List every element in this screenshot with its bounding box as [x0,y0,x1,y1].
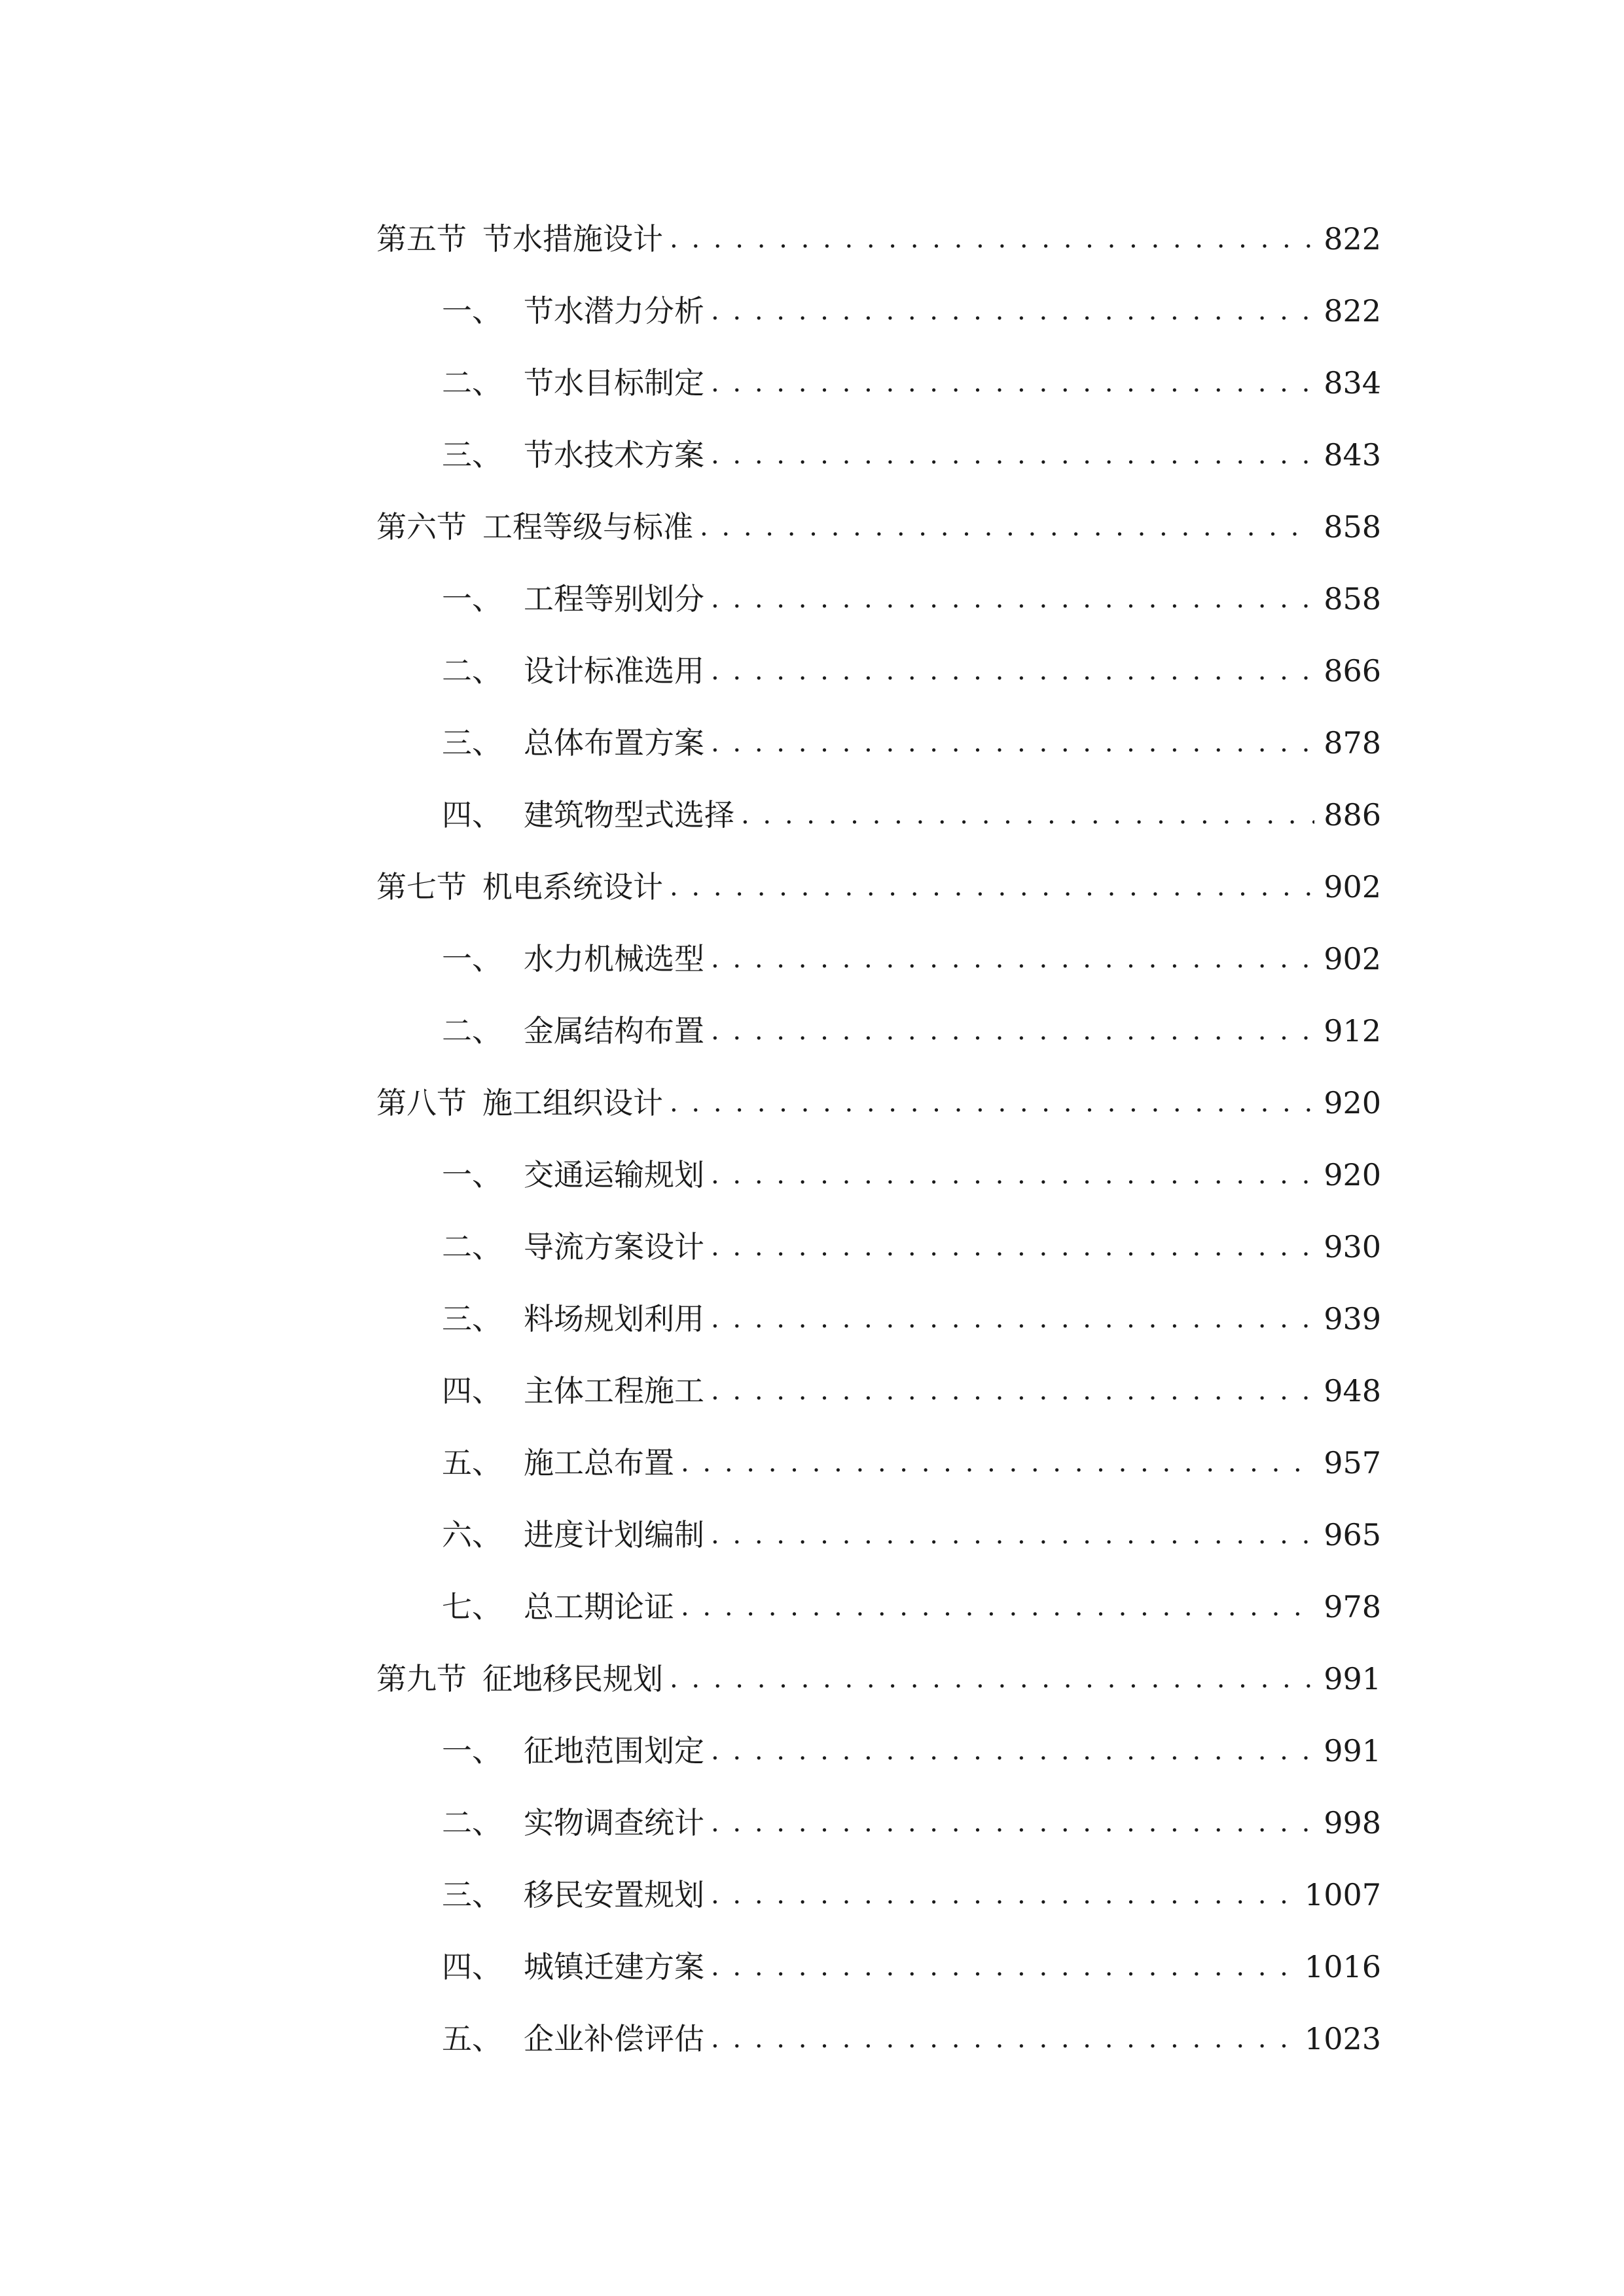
toc-number: 一、 [442,941,502,977]
table-of-contents [376,203,1381,2075]
toc-entry[interactable] [376,1427,1381,1499]
toc-entry[interactable] [376,1499,1381,1571]
toc-title: 进度计划编制 [524,1517,704,1552]
toc-page-number: 991 [1324,1733,1381,1768]
toc-entry[interactable] [376,707,1381,779]
toc-title: 施工总布置 [524,1445,674,1480]
toc-title: 征地移民规划 [482,1661,663,1696]
toc-number: 二、 [442,653,502,689]
dot-leader [670,1088,1314,1118]
toc-entry[interactable] [376,1067,1381,1139]
toc-page-number: 1016 [1304,1949,1381,1984]
toc-page-number: 902 [1324,869,1381,905]
toc-number: 一、 [442,581,502,617]
toc-entry[interactable] [376,1859,1381,1931]
toc-page-number: 912 [1324,1013,1381,1049]
dot-leader [711,1952,1295,1982]
toc-number: 二、 [442,1013,502,1049]
toc-title: 节水潜力分析 [524,293,704,329]
toc-page-number: 978 [1324,1589,1381,1624]
toc-entry[interactable] [376,851,1381,923]
toc-number: 三、 [442,437,502,473]
toc-title: 节水措施设计 [482,221,663,257]
toc-number: 二、 [442,1229,502,1265]
dot-leader [711,1520,1314,1550]
toc-page-number: 965 [1324,1517,1381,1552]
toc-entry[interactable] [376,2003,1381,2075]
dot-leader [670,1664,1314,1694]
toc-entry[interactable] [376,995,1381,1067]
toc-number: 二、 [442,1805,502,1840]
dot-leader [711,1808,1314,1838]
toc-entry[interactable] [376,419,1381,491]
toc-number: 三、 [442,1301,502,1336]
toc-page-number: 822 [1324,221,1381,257]
toc-page-number: 1023 [1304,2021,1381,2056]
dot-leader [711,296,1314,326]
toc-title: 实物调查统计 [524,1805,704,1840]
toc-page-number: 1007 [1304,1877,1381,1912]
dot-leader [711,1736,1314,1766]
toc-entry[interactable] [376,1139,1381,1211]
dot-leader [681,1592,1314,1622]
toc-title: 企业补偿评估 [524,2021,704,2056]
toc-page-number: 866 [1324,653,1381,689]
toc-title: 总工期论证 [524,1589,674,1624]
toc-page-number: 991 [1324,1661,1381,1696]
toc-page-number: 957 [1324,1445,1381,1480]
toc-number: 四、 [442,1373,502,1408]
toc-number: 一、 [442,1733,502,1768]
dot-leader [711,728,1314,758]
toc-title: 工程等别划分 [524,581,704,617]
toc-number: 第五节 [376,221,467,257]
dot-leader [741,800,1314,830]
toc-title: 移民安置规划 [524,1877,704,1912]
toc-entry[interactable] [376,563,1381,635]
dot-leader [711,1880,1295,1910]
toc-number: 二、 [442,365,502,401]
dot-leader [711,2024,1295,2054]
toc-title: 设计标准选用 [524,653,704,689]
dot-leader [711,1304,1314,1334]
toc-number: 三、 [442,1877,502,1912]
toc-entry[interactable] [376,923,1381,995]
toc-entry[interactable] [376,1931,1381,2003]
dot-leader [711,1016,1314,1046]
dot-leader [711,584,1314,614]
toc-entry[interactable] [376,1211,1381,1283]
toc-entry[interactable] [376,491,1381,563]
toc-number: 四、 [442,797,502,833]
dot-leader [711,1160,1314,1190]
toc-number: 七、 [442,1589,502,1624]
toc-number: 第九节 [376,1661,467,1696]
toc-entry[interactable] [376,1283,1381,1355]
toc-page-number: 822 [1324,293,1381,329]
toc-page-number: 858 [1324,581,1381,617]
toc-entry[interactable] [376,1787,1381,1859]
dot-leader [711,368,1314,398]
toc-title: 总体布置方案 [524,725,704,761]
toc-number: 四、 [442,1949,502,1984]
toc-page-number: 939 [1324,1301,1381,1336]
toc-entry[interactable] [376,1715,1381,1787]
toc-page-number: 930 [1324,1229,1381,1265]
toc-page-number: 834 [1324,365,1381,401]
toc-page-number: 858 [1324,509,1381,545]
toc-title: 征地范围划定 [524,1733,704,1768]
toc-entry[interactable] [376,779,1381,851]
toc-number: 第六节 [376,509,467,545]
dot-leader [711,440,1314,470]
toc-page-number: 920 [1324,1085,1381,1121]
toc-page-number: 920 [1324,1157,1381,1193]
toc-title: 施工组织设计 [482,1085,663,1121]
dot-leader [711,944,1314,974]
toc-title: 金属结构布置 [524,1013,704,1049]
dot-leader [681,1448,1314,1478]
toc-number: 第七节 [376,869,467,905]
dot-leader [700,512,1314,542]
toc-page-number: 878 [1324,725,1381,761]
dot-leader [670,872,1314,902]
toc-title: 交通运输规划 [524,1157,704,1193]
dot-leader [711,656,1314,686]
toc-page-number: 886 [1324,797,1381,833]
toc-title: 城镇迁建方案 [524,1949,704,1984]
dot-leader [670,224,1314,254]
toc-page-number: 948 [1324,1373,1381,1408]
toc-title: 水力机械选型 [524,941,704,977]
toc-title: 机电系统设计 [482,869,663,905]
toc-number: 六、 [442,1517,502,1552]
toc-page-number: 998 [1324,1805,1381,1840]
toc-entry[interactable] [376,635,1381,707]
toc-number: 五、 [442,1445,502,1480]
toc-title: 工程等级与标准 [482,509,693,545]
toc-number: 三、 [442,725,502,761]
dot-leader [711,1232,1314,1262]
toc-number: 五、 [442,2021,502,2056]
dot-leader [711,1376,1314,1406]
toc-entry[interactable] [376,347,1381,419]
toc-entry[interactable] [376,1643,1381,1715]
toc-title: 料场规划利用 [524,1301,704,1336]
toc-number: 一、 [442,293,502,329]
toc-title: 节水目标制定 [524,365,704,401]
toc-page-number: 902 [1324,941,1381,977]
toc-title: 节水技术方案 [524,437,704,473]
toc-title: 主体工程施工 [524,1373,704,1408]
toc-title: 建筑物型式选择 [524,797,734,833]
toc-entry[interactable] [376,1355,1381,1427]
toc-entry[interactable] [376,1571,1381,1643]
toc-title: 导流方案设计 [524,1229,704,1265]
toc-entry[interactable] [376,275,1381,347]
toc-number: 一、 [442,1157,502,1193]
toc-number: 第八节 [376,1085,467,1121]
toc-entry[interactable] [376,203,1381,275]
toc-page-number: 843 [1324,437,1381,473]
